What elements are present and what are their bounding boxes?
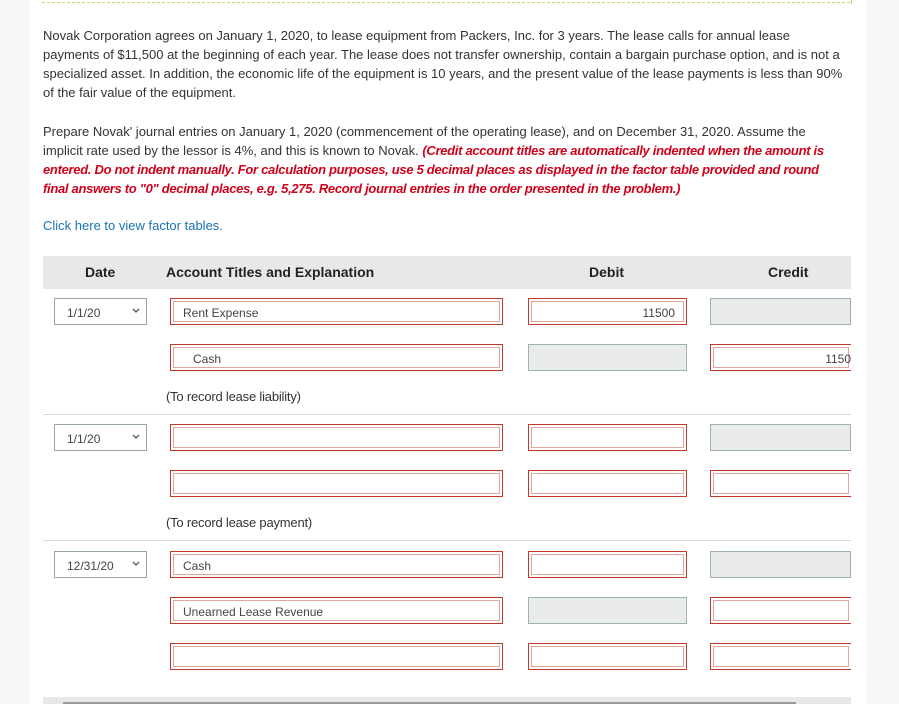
entry-separator bbox=[43, 414, 851, 415]
date-select[interactable] bbox=[54, 424, 147, 451]
chevron-down-icon bbox=[131, 556, 141, 572]
instructions-text: Prepare Novak' journal entries on January 1, 2020 (commencement of the operating lease), and on December 31, 2020. Assume the implicit rate used by the lessor is 4%, and this is known to Novak. bbox=[43, 124, 806, 158]
journal-table-header bbox=[43, 256, 851, 289]
credit-value: 1150 bbox=[825, 352, 851, 366]
account-title-value: Cash bbox=[193, 352, 222, 366]
debit-input[interactable] bbox=[528, 424, 687, 451]
debit-input[interactable] bbox=[528, 298, 687, 325]
account-title-input[interactable] bbox=[170, 597, 503, 624]
entry-explanation: (To record lease liability) bbox=[166, 389, 301, 404]
account-title-value: Unearned Lease Revenue bbox=[183, 605, 324, 619]
credit-input-disabled bbox=[710, 551, 851, 578]
debit-input[interactable] bbox=[528, 643, 687, 670]
account-title-value: Cash bbox=[183, 559, 212, 573]
credit-input-disabled bbox=[710, 298, 851, 325]
debit-input[interactable] bbox=[528, 470, 687, 497]
account-title-input[interactable] bbox=[170, 344, 503, 371]
top-dashed-corner bbox=[848, 0, 852, 4]
header-debit: Debit bbox=[589, 264, 624, 280]
header-date: Date bbox=[85, 264, 116, 280]
date-select[interactable] bbox=[54, 298, 147, 325]
credit-input[interactable] bbox=[710, 643, 851, 670]
factor-tables-link[interactable]: Click here to view factor tables. bbox=[43, 218, 223, 233]
chevron-down-icon bbox=[131, 429, 141, 445]
header-credit: Credit bbox=[768, 264, 809, 280]
account-title-input[interactable] bbox=[170, 470, 503, 497]
instructions-red-note: (Credit account titles are automatically indented when the amount is entered. Do not indent manually. For calculation purposes, use 5 decimal places as displayed in the factor table provided and round final answers to "0" decimal places, e.g. 5,275. Record journal entries in the order presented in the problem.) bbox=[43, 143, 824, 196]
date-select-value: 1/1/20 bbox=[67, 432, 101, 446]
debit-input[interactable] bbox=[528, 551, 687, 578]
debit-input-disabled bbox=[528, 344, 687, 371]
date-select[interactable] bbox=[54, 551, 147, 578]
problem-description: Novak Corporation agrees on January 1, 2020, to lease equipment from Packers, Inc. for 3 years. The lease calls for annual lease payments of $11,500 at the beginning of each year. The lease does not transfer ownership, contain a bargain purchase option, and is not a specialized asset. In addition, the economic life of the equipment is 10 years, and the present value of the lease payments is less than 90% of the fair value of the equipment. bbox=[43, 28, 843, 100]
date-select-value: 1/1/20 bbox=[67, 306, 101, 320]
account-title-input[interactable] bbox=[170, 643, 503, 670]
credit-input[interactable] bbox=[710, 470, 851, 497]
debit-value: 11500 bbox=[642, 306, 675, 320]
account-title-input[interactable] bbox=[170, 551, 503, 578]
account-title-input[interactable] bbox=[170, 424, 503, 451]
credit-input[interactable] bbox=[710, 597, 851, 624]
debit-input-disabled bbox=[528, 597, 687, 624]
top-dashed-border bbox=[42, 2, 850, 3]
problem-instructions bbox=[43, 122, 843, 198]
account-title-input[interactable] bbox=[170, 298, 503, 325]
chevron-down-icon bbox=[131, 303, 141, 319]
credit-input[interactable] bbox=[710, 344, 851, 371]
entry-explanation: (To record lease payment) bbox=[166, 515, 313, 530]
account-title-value: Rent Expense bbox=[183, 306, 259, 320]
credit-input-disabled bbox=[710, 424, 851, 451]
entry-separator bbox=[43, 540, 851, 541]
header-account-titles: Account Titles and Explanation bbox=[166, 264, 375, 280]
date-select-value: 12/31/20 bbox=[67, 559, 114, 573]
